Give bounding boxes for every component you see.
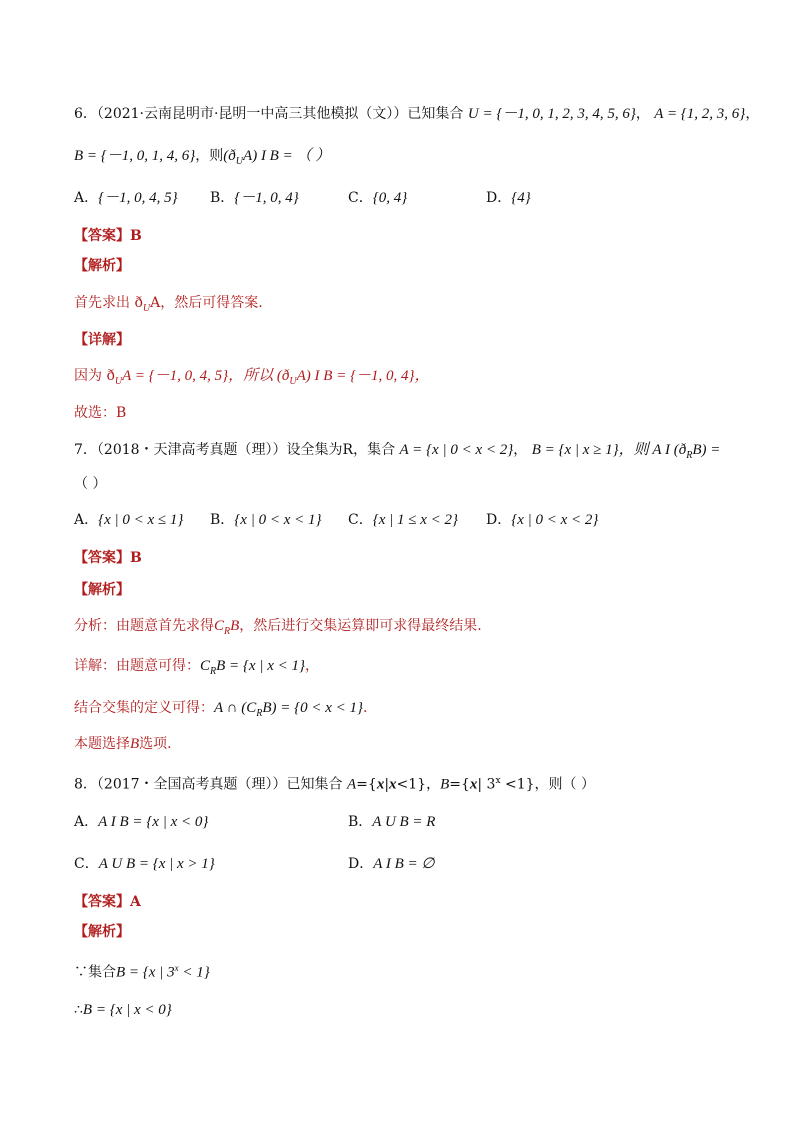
q6-option-d [486, 188, 531, 208]
q7-detail2 [74, 698, 367, 724]
q7-analysis-sub: R [224, 625, 231, 637]
q8-stem [74, 771, 595, 795]
q6-stem-text: 6．（2021·云南昆明市·昆明一中高三其他模拟（文））已知集合 [74, 106, 464, 122]
option-value: {x | 0 < x < 1} [234, 512, 322, 528]
q8-line1-a: ∵集合 [74, 964, 116, 981]
q8-stem-a: 8．（2017・全国高考真题（理））已知集合 [74, 776, 347, 793]
q7-conclusion-b: B [130, 736, 140, 752]
option-label: D． [486, 190, 512, 206]
q6-analysis-text: 首先求出 ð [74, 295, 143, 311]
q6-detail-a: 因为 ð [74, 368, 115, 384]
option-value: {－1, 0, 4} [234, 190, 299, 206]
q8-line2-a: ∴ [74, 1002, 83, 1018]
q7-option-c [348, 510, 458, 530]
q7-detail2-d: . [363, 700, 368, 716]
q6-analysis-tail: A，然后可得答案. [150, 295, 263, 311]
q8-line1-b: B = {x | 3 [116, 964, 175, 981]
q6-analysis-sub: U [142, 302, 151, 314]
q7-sub: R [686, 449, 693, 461]
q8-option-d [348, 854, 434, 874]
q8-stem-j: x [469, 776, 478, 793]
q8-option-b [348, 812, 435, 832]
q7-detail1-sub: R [210, 665, 217, 677]
q8-line2 [74, 1000, 172, 1020]
q6-option-a [74, 188, 178, 208]
q8-line2-b: B = {x | x < 0} [82, 1002, 172, 1018]
q7-analysis-b: C [214, 618, 225, 634]
option-label: C． [348, 512, 373, 528]
q8-stem-b: A [347, 776, 357, 793]
q6-sep: ， [635, 106, 650, 122]
q6-answer: 【答案】B [74, 228, 142, 244]
q6-set-u: U = {－1, 0, 1, 2, 3, 4, 5, 6} [467, 106, 636, 122]
q6-detail-head: 【详解】 [74, 332, 130, 348]
q8-line1-c: < 1} [178, 964, 210, 981]
q8-stem-sup: x [495, 776, 501, 786]
q7-option-b [210, 510, 321, 530]
q7-analysis-c: B [230, 618, 240, 634]
q8-stem-g: <1}， [396, 776, 441, 793]
option-label: D． [486, 512, 512, 528]
option-value: {－1, 0, 4, 5} [98, 190, 178, 206]
q7-detail2-c: B) = {0 < x < 1} [262, 700, 364, 716]
q8-stem-f: x [389, 776, 397, 793]
q7-detail2-sub: R [256, 707, 263, 719]
q7-detail1 [74, 656, 319, 682]
q7-analysis-a: 分析：由题意首先求得 [74, 618, 214, 634]
q6-stem-line2 [74, 146, 330, 172]
q7-conclusion-a: 本题选择 [74, 736, 130, 752]
q7-expression: B) = [692, 442, 721, 458]
option-value: {x | 0 < x < 2} [511, 512, 599, 528]
q7-detail1-b: C [200, 658, 211, 674]
q7-analysis-head: 【解析】 [74, 582, 130, 598]
q8-stem-e: | [384, 776, 390, 793]
q8-stem-h: B [440, 776, 450, 793]
q8-stem-k: | 3 [477, 776, 496, 793]
q6-detail-sub2: U [289, 375, 297, 387]
q8-stem-l: <1}，则（ ） [500, 776, 595, 793]
q7-detail2-b: A ∩ (C [214, 700, 257, 716]
option-label: A． [74, 814, 99, 830]
option-value: {x | 1 ≤ x < 2} [372, 512, 459, 528]
q6-complement-sub: U [235, 155, 244, 167]
q6-option-b [210, 188, 299, 208]
q6-set-b: B = {－1, 0, 1, 4, 6} [74, 148, 196, 164]
option-value: {4} [511, 190, 531, 206]
q8-stem-i: ={ [449, 776, 470, 793]
option-label: B． [210, 512, 235, 528]
q6-detail [74, 366, 430, 392]
q7-detail2-a: 结合交集的定义可得： [74, 700, 214, 716]
q6-sep2: ， [745, 106, 760, 122]
q6-stem-line1 [74, 104, 759, 124]
option-value: A U B = R [372, 814, 436, 830]
q6-expression: A) I B = （ ） [243, 148, 331, 164]
q8-option-a [74, 812, 208, 832]
option-value: {0, 4} [372, 190, 408, 206]
option-label: C． [74, 856, 99, 872]
q7-conclusion [74, 734, 172, 754]
q7-option-a [74, 510, 183, 530]
option-label: A． [74, 190, 99, 206]
q7-then: ，则 A I (ð [618, 442, 687, 458]
q7-set-b: B = {x | x ≥ 1} [531, 442, 619, 458]
q7-answer: 【答案】B [74, 550, 142, 566]
q7-analysis-d: ，然后进行交集运算即可求得最终结果. [239, 618, 482, 634]
q7-option-d [486, 510, 598, 530]
q8-option-c [74, 854, 215, 874]
q6-analysis-head: 【解析】 [74, 258, 130, 274]
q8-line1 [74, 958, 210, 983]
q6-detail-c: A) I B = {－1, 0, 4}， [296, 368, 430, 384]
option-value: A I B = {x | x < 0} [98, 814, 209, 830]
q7-detail1-c: B = {x | x < 1} [216, 658, 305, 674]
option-label: B． [348, 814, 373, 830]
option-label: C． [348, 190, 373, 206]
q7-detail1-a: 详解：由题意可得： [74, 658, 200, 674]
q6-detail-sub1: U [114, 375, 123, 387]
q8-answer: 【答案】A [74, 894, 141, 910]
option-value: A I B = ∅ [373, 856, 435, 872]
option-value: A U B = {x | x > 1} [98, 856, 215, 872]
option-value: {x | 0 < x ≤ 1} [98, 512, 184, 528]
q7-stem-line2: （ ） [74, 476, 107, 492]
q6-then: ，则 [195, 148, 224, 164]
q6-set-a: A = {1, 2, 3, 6} [654, 106, 746, 122]
q7-stem-line1 [74, 440, 720, 466]
q6-analysis [74, 293, 263, 319]
q6-complement: (ð [223, 148, 236, 164]
q7-conclusion-c: 选项. [139, 736, 172, 752]
q6-detail-b: A = {－1, 0, 4, 5}，所以 (ð [122, 368, 290, 384]
q6-choice: 故选：B [74, 405, 127, 421]
q8-line1-sup: x [174, 963, 179, 973]
q7-analysis [74, 616, 482, 642]
option-label: D． [348, 856, 374, 872]
q7-sep: ， [513, 442, 528, 458]
q7-detail1-d: ， [304, 658, 319, 674]
q8-stem-c: ={ [356, 776, 377, 793]
q7-stem-text: 7．（2018・天津高考真题（理））设全集为R，集合 [74, 442, 396, 458]
q8-stem-d: x [376, 776, 385, 793]
q6-option-c [348, 188, 407, 208]
q7-set-a: A = {x | 0 < x < 2} [399, 442, 514, 458]
q8-analysis-head: 【解析】 [74, 924, 130, 940]
option-label: A． [74, 512, 99, 528]
option-label: B． [210, 190, 235, 206]
